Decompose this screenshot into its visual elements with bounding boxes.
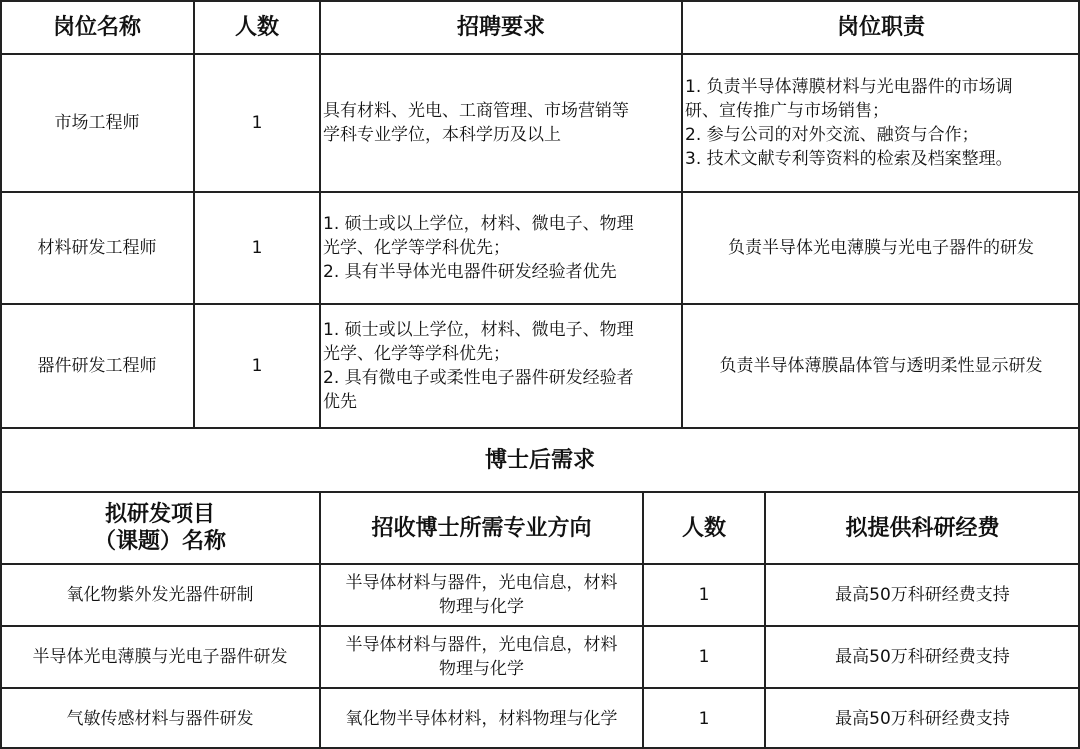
grid-line: [0, 427, 1080, 429]
cell-text: 气敏传感材料与器件研发: [66, 708, 254, 729]
postdoc-row-1-major: [320, 564, 643, 626]
grid-line: [0, 0, 2, 749]
cell-text: 氧化物半导体材料，材料物理与化学: [345, 708, 618, 729]
grid-line: [642, 492, 644, 749]
cell-text: 1: [251, 356, 263, 376]
cell-text: 负责半导体薄膜晶体管与透明柔性显示研发: [719, 356, 1043, 376]
cell-text: 氧化物紫外发光器件研制: [66, 585, 254, 605]
cell-text: 负责半导体光电薄膜与光电子器件的研发: [728, 238, 1034, 258]
postdoc-row-2-project: [0, 626, 320, 688]
table-row-1-count: [194, 54, 320, 192]
header-text: 拟提供科研经费: [845, 515, 1000, 541]
postdoc-row-1-project: [0, 564, 320, 626]
cell-text: 1. 负责半导体薄膜材料与光电器件的市场调 研、宣传推广与市场销售； 2. 参与公司的对外交流、融资与合作； 3. 技术文献专利等资料的检索及档案整理。: [685, 77, 1013, 169]
postdoc-header-funding: [765, 492, 1080, 564]
table-row-2-duties: [682, 192, 1080, 304]
cell-text: 1. 硕士或以上学位，材料、微电子、物理 光学、化学等学科优先； 2. 具有半导体光电器件研发经验者优先: [323, 214, 634, 282]
postdoc-row-2-count: [643, 626, 765, 688]
grid-line: [0, 303, 1080, 305]
cell-text: 具有材料、光电、工商管理、市场营销等 学科专业学位，本科学历及以上: [323, 101, 629, 145]
table-row-1-requirements: [320, 54, 682, 192]
cell-text: 半导体材料与器件，光电信息，材料 物理与化学: [345, 573, 618, 617]
postdoc-section-title: [0, 428, 1080, 492]
table-row-3-duties: [682, 304, 1080, 428]
postdoc-row-3-count: [643, 688, 765, 749]
postdoc-row-2-funding: [765, 626, 1080, 688]
header-position-name: [0, 0, 194, 54]
postdoc-header-major: [320, 492, 643, 564]
table-row-1-duties: [682, 54, 1080, 192]
grid-line: [764, 492, 766, 749]
postdoc-row-2-major: [320, 626, 643, 688]
postdoc-header-count: [643, 492, 765, 564]
cell-text: 1: [698, 585, 710, 605]
cell-text: 1: [698, 708, 710, 729]
cell-text: 1: [251, 113, 263, 133]
header-duties: [682, 0, 1080, 54]
header-position-name-text: 岗位名称: [52, 14, 141, 40]
cell-text: 材料研发工程师: [37, 238, 157, 258]
header-text: 人数: [681, 515, 726, 541]
postdoc-row-1-funding: [765, 564, 1080, 626]
table-row-1-position: [0, 54, 194, 192]
grid-line: [0, 191, 1080, 193]
cell-text: 1. 硕士或以上学位，材料、微电子、物理 光学、化学等学科优先； 2. 具有微电子或柔性电子器件研发经验者 优先: [323, 320, 634, 412]
grid-line: [319, 0, 321, 428]
cell-text: 半导体材料与器件，光电信息，材料 物理与化学: [345, 635, 618, 679]
header-requirements-text: 招聘要求: [456, 14, 545, 40]
header-headcount-text: 人数: [234, 14, 279, 40]
postdoc-row-3-major: [320, 688, 643, 749]
grid-line: [0, 563, 1080, 565]
header-headcount: [194, 0, 320, 54]
cell-text: 1: [698, 647, 710, 667]
cell-text: 最高50万科研经费支持: [835, 708, 1010, 729]
cell-text: 1: [251, 238, 263, 258]
table-row-3-count: [194, 304, 320, 428]
cell-text: 市场工程师: [54, 113, 140, 133]
grid-line: [319, 492, 321, 749]
grid-line: [0, 625, 1080, 627]
table-row-3-requirements: [320, 304, 682, 428]
grid-line: [0, 687, 1080, 689]
table-row-2-count: [194, 192, 320, 304]
header-requirements: [320, 0, 682, 54]
cell-text: 最高50万科研经费支持: [835, 585, 1010, 605]
cell-text: 最高50万科研经费支持: [835, 647, 1010, 667]
table-row-3-position: [0, 304, 194, 428]
grid-line: [0, 0, 1080, 2]
cell-text: 半导体光电薄膜与光电子器件研发: [32, 647, 288, 667]
grid-line: [0, 491, 1080, 493]
header-duties-text: 岗位职责: [836, 14, 925, 40]
table-row-2-requirements: [320, 192, 682, 304]
postdoc-row-3-funding: [765, 688, 1080, 749]
postdoc-row-3-project: [0, 688, 320, 749]
cell-text: 器件研发工程师: [37, 356, 157, 376]
header-text: 拟研发项目 （课题）名称: [93, 502, 226, 554]
postdoc-row-1-count: [643, 564, 765, 626]
grid-line: [0, 53, 1080, 55]
header-text: 招收博士所需专业方向: [371, 515, 592, 541]
table-row-2-position: [0, 192, 194, 304]
postdoc-title-text: 博士后需求: [484, 447, 595, 473]
grid-line: [193, 0, 195, 428]
postdoc-header-project: [0, 492, 320, 564]
grid-line: [681, 0, 683, 428]
